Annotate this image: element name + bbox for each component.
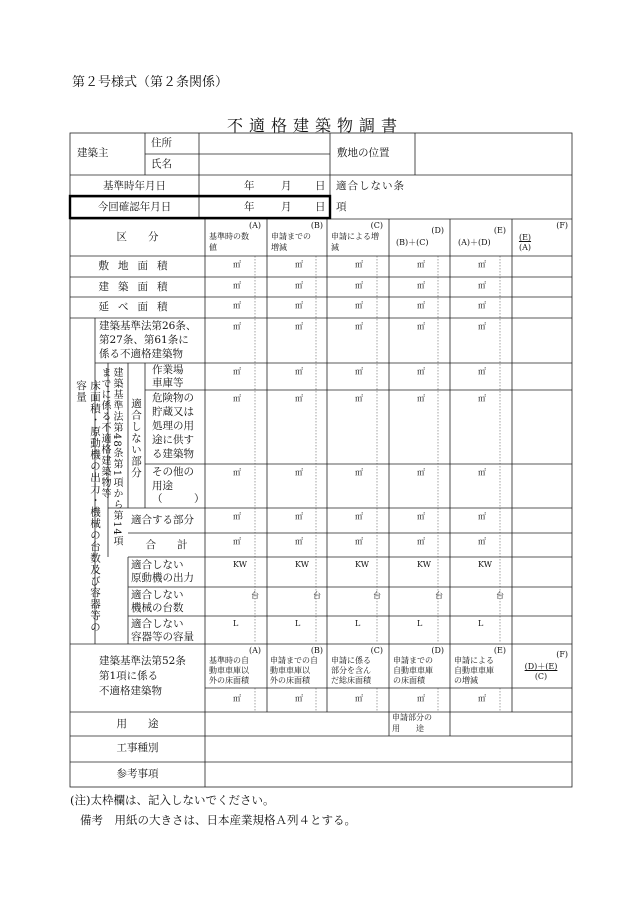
parking-d-letter: (D) (431, 646, 444, 655)
base-date-day: 日 (315, 180, 326, 192)
applied-part-label-1: 申請部分の (392, 713, 432, 722)
col-a-text-2: 値 (209, 243, 217, 252)
workshop-line-1: 作業場 (152, 364, 184, 376)
unit-storage-a: ㎡ (233, 394, 241, 403)
confirm-date-day: 日 (315, 201, 326, 213)
parking-f-denominator: (C) (534, 672, 548, 681)
col-d-formula: (B)＋(C) (396, 238, 429, 247)
col-b-letter: (B) (310, 221, 323, 230)
parking-a-letter: (A) (248, 646, 261, 655)
container-line-2: 容器等の容量 (131, 631, 194, 643)
col-a-text-1: 基準時の数 (209, 232, 249, 241)
unit-conforming-b: ㎡ (295, 512, 303, 521)
total-floor-area-label: 延べ面積 (98, 301, 177, 313)
parking-f-fraction (516, 662, 566, 682)
parking-b-3: 外の床面積 (270, 676, 310, 685)
unit-other-b: ㎡ (295, 468, 303, 477)
parking-d-3: の床面積 (393, 676, 425, 685)
unit-conforming-c: ㎡ (355, 512, 363, 521)
unit-machine-a: 台 (251, 591, 259, 600)
unit-building-c: ㎡ (355, 281, 363, 290)
unit-machine-e: 台 (496, 591, 504, 600)
storage-line-3: 処理の用 (152, 420, 194, 432)
name-label: 氏名 (151, 158, 172, 170)
conforming-part-label: 適合する部分 (131, 514, 194, 526)
unit-workshop-b: ㎡ (295, 367, 303, 376)
unit-container-e: L (478, 619, 484, 628)
unit-container-a: L (233, 619, 239, 628)
parking-c-1: 申請に係る (331, 656, 371, 665)
parking-a-1: 基準時の自 (209, 656, 249, 665)
col-b-text-1: 申請までの (271, 232, 311, 241)
col-d-letter: (D) (431, 226, 444, 235)
parking-b-1: 申請までの自 (270, 656, 318, 665)
nonconforming-clause-label: 項 (336, 201, 347, 213)
col-f-letter: (F) (556, 221, 568, 230)
unit-building-e: ㎡ (478, 281, 486, 290)
parking-e-3: の増減 (454, 676, 478, 685)
art26-line-3: 係る不適格建築物 (99, 348, 183, 360)
machine-line-1: 適合しない (131, 589, 184, 601)
unit-total-floor-e: ㎡ (478, 301, 486, 310)
unit-storage-c: ㎡ (355, 394, 363, 403)
machine-line-2: 機械の台数 (131, 602, 184, 614)
unit-art26-c: ㎡ (355, 322, 363, 331)
parking-d-2: 自動車車庫 (393, 666, 433, 675)
parking-b-2: 動車車庫以 (270, 666, 310, 675)
parking-f-letter: (F) (556, 650, 568, 659)
storage-line-5: る建築物 (152, 448, 194, 460)
side-vertical-label: 床面積・原動機の出力・機械の台数及び容器等の容量 (75, 380, 101, 633)
unit-machine-c: 台 (373, 591, 381, 600)
storage-line-1: 危険物の (152, 392, 194, 404)
category-header: 区 分 (116, 231, 159, 243)
unit-parking-d: ㎡ (417, 694, 425, 703)
unit-motor-b: KW (295, 560, 309, 569)
other-line-1: その他の (152, 466, 194, 478)
base-date-label: 基準時年月日 (103, 180, 166, 192)
applied-part-label-2: 用 途 (392, 724, 424, 733)
unit-site-c: ㎡ (355, 260, 363, 269)
unit-motor-c: KW (355, 560, 369, 569)
unit-site-a: ㎡ (233, 260, 241, 269)
storage-line-4: 途に供す (152, 434, 194, 446)
parking-label-2: 第1項に係る (99, 670, 159, 682)
owner-label: 建築主 (77, 147, 109, 159)
unit-art26-d: ㎡ (417, 322, 425, 331)
unit-other-e: ㎡ (478, 468, 486, 477)
unit-total-floor-a: ㎡ (233, 301, 241, 310)
parking-c-letter: (C) (370, 646, 383, 655)
parking-label-3: 不適格建築物 (99, 685, 162, 697)
col-f-fraction (514, 233, 536, 253)
parking-d-1: 申請までの (393, 656, 433, 665)
confirm-date-label: 今回確認年月日 (97, 201, 172, 213)
parking-a-2: 動車車庫以 (209, 666, 249, 675)
col-c-text-1: 申請による増 (331, 232, 379, 241)
confirm-date-month: 月 (281, 201, 292, 213)
col-a-letter: (A) (248, 221, 261, 230)
unit-storage-b: ㎡ (295, 394, 303, 403)
nonconforming-article-label: 適合しない条 (336, 180, 405, 192)
col-b-text-2: 増減 (271, 243, 287, 252)
unit-site-b: ㎡ (295, 260, 303, 269)
form-number-label: 第２号様式（第２条関係） (72, 75, 229, 90)
parking-c-3: だ総床面積 (331, 676, 371, 685)
unit-conforming-a: ㎡ (233, 512, 241, 521)
workshop-line-2: 車庫等 (152, 377, 184, 389)
building-area-label: 建築面積 (98, 281, 177, 293)
unit-other-c: ㎡ (355, 468, 363, 477)
other-line-2: 用途 (152, 480, 173, 492)
unit-container-c: L (355, 619, 361, 628)
unit-workshop-e: ㎡ (478, 367, 486, 376)
unit-building-b: ㎡ (295, 281, 303, 290)
unit-container-b: L (295, 619, 301, 628)
document-title: 不適格建築物調書 (226, 116, 403, 135)
unit-total-e: ㎡ (478, 537, 486, 546)
col-f-numerator: (E) (518, 233, 532, 242)
unit-conforming-d: ㎡ (417, 512, 425, 521)
col-c-text-2: 減 (331, 243, 339, 252)
unit-parking-e: ㎡ (478, 694, 486, 703)
unit-motor-e: KW (478, 560, 492, 569)
unit-other-d: ㎡ (417, 468, 425, 477)
reference-label: 参考事項 (116, 768, 159, 780)
col-e-letter: (E) (493, 226, 506, 235)
site-area-label: 敷地面積 (98, 260, 177, 272)
unit-total-floor-d: ㎡ (417, 301, 425, 310)
col-c-letter: (C) (370, 221, 383, 230)
unit-conforming-e: ㎡ (478, 512, 486, 521)
unit-workshop-a: ㎡ (233, 367, 241, 376)
unit-total-a: ㎡ (233, 537, 241, 546)
col-f-denominator: (A) (518, 243, 532, 252)
unit-storage-e: ㎡ (478, 394, 486, 403)
unit-container-d: L (417, 619, 423, 628)
storage-line-2: 貯蔵又は (152, 406, 194, 418)
unit-machine-b: 台 (313, 591, 321, 600)
parking-f-numerator: (D)＋(E) (524, 662, 558, 671)
unit-total-b: ㎡ (295, 537, 303, 546)
unit-total-floor-b: ㎡ (295, 301, 303, 310)
unit-machine-d: 台 (435, 591, 443, 600)
unit-art26-a: ㎡ (233, 322, 241, 331)
unit-site-e: ㎡ (478, 260, 486, 269)
parking-e-1: 申請による (454, 656, 494, 665)
note-thick-frame: (注)太枠欄は、記入しないでください。 (70, 793, 275, 807)
motor-line-2: 原動機の出力 (131, 572, 194, 584)
site-location-label: 敷地の位置 (337, 147, 390, 159)
col-e-formula: (A)＋(D) (458, 238, 491, 247)
unit-building-d: ㎡ (417, 281, 425, 290)
unit-total-c: ㎡ (355, 537, 363, 546)
parking-b-letter: (B) (310, 646, 323, 655)
unit-total-floor-c: ㎡ (355, 301, 363, 310)
unit-parking-a: ㎡ (233, 694, 241, 703)
parking-label-1: 建築基準法第52条 (99, 655, 186, 667)
parking-a-3: 外の床面積 (209, 676, 249, 685)
base-date-year: 年 (244, 180, 255, 192)
art26-line-1: 建築基準法第26条、 (99, 320, 197, 332)
unit-art26-e: ㎡ (478, 322, 486, 331)
unit-other-a: ㎡ (233, 468, 241, 477)
address-label: 住所 (151, 137, 172, 149)
work-type-label: 工事種別 (116, 742, 159, 754)
parking-c-2: 部分を含ん (331, 666, 371, 675)
unit-storage-d: ㎡ (417, 394, 425, 403)
unit-total-d: ㎡ (417, 537, 425, 546)
unit-motor-d: KW (417, 560, 431, 569)
unit-workshop-d: ㎡ (417, 367, 425, 376)
motor-line-1: 適合しない (131, 559, 184, 571)
art48-vertical-label: 建築基準法第48条第1項から第14項までに係る不適格建築物等 (99, 367, 122, 547)
unit-building-a: ㎡ (233, 281, 241, 290)
base-date-month: 月 (281, 180, 292, 192)
nonconforming-part-label: 適合しない部分 (130, 398, 142, 479)
container-line-1: 適合しない (131, 618, 184, 630)
total-label: 合 計 (145, 539, 188, 551)
unit-motor-a: KW (233, 560, 247, 569)
unit-site-d: ㎡ (417, 260, 425, 269)
unit-workshop-c: ㎡ (355, 367, 363, 376)
other-line-3: （ ） (152, 493, 205, 505)
usage-label: 用 途 (116, 718, 159, 730)
unit-art26-b: ㎡ (295, 322, 303, 331)
unit-parking-b: ㎡ (295, 694, 303, 703)
parking-e-letter: (E) (493, 646, 506, 655)
parking-e-2: 自動車車庫 (454, 666, 494, 675)
unit-parking-c: ㎡ (355, 694, 363, 703)
confirm-date-year: 年 (244, 201, 255, 213)
note-paper-size: 備考 用紙の大きさは、日本産業規格Ａ列４とする。 (80, 813, 356, 827)
art26-line-2: 第27条、第61条に (99, 334, 189, 346)
